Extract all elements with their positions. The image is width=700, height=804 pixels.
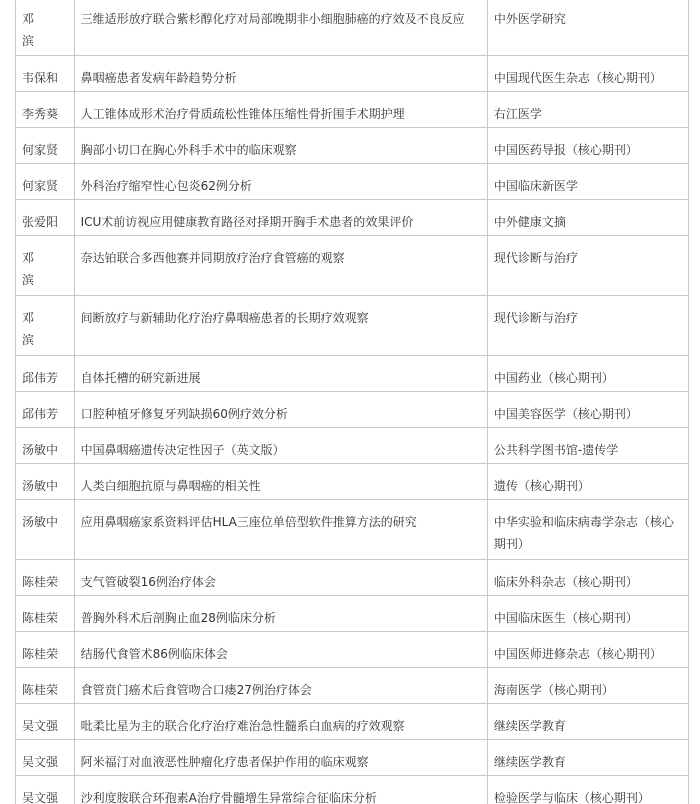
author-cell: 吴文强 <box>16 704 75 740</box>
title-cell: 人类白细胞抗原与鼻咽癌的相关性 <box>74 464 487 500</box>
author-cell: 邓 滨 <box>16 0 75 56</box>
table-row <box>16 356 689 392</box>
title-cell: 三维适形放疗联合紫杉醇化疗对局部晚期非小细胞肺癌的疗效及不良反应 <box>74 0 487 56</box>
title-cell: 人工锥体成形术治疗骨质疏松性锥体压缩性骨折围手术期护理 <box>74 92 487 128</box>
author-cell: 张爱阳 <box>16 200 75 236</box>
journal-cell: 中国现代医生杂志（核心期刊） <box>487 56 688 92</box>
journal-cell: 公共科学图书馆-遗传学 <box>487 428 688 464</box>
title-cell: 沙利度胺联合环孢素A治疗骨髓增生异常综合征临床分析 <box>74 776 487 804</box>
author-cell: 汤敏中 <box>16 464 75 500</box>
author-cell: 何家贤 <box>16 128 75 164</box>
table-row <box>16 296 689 356</box>
table-row <box>16 236 689 296</box>
journal-cell: 中国医师进修杂志（核心期刊） <box>487 632 688 668</box>
journal-cell: 遗传（核心期刊） <box>487 464 688 500</box>
title-cell: 口腔种植牙修复牙列缺损60例疗效分析 <box>74 392 487 428</box>
journal-cell: 中国临床新医学 <box>487 164 688 200</box>
table-row <box>16 428 689 464</box>
journal-cell: 继续医学教育 <box>487 704 688 740</box>
author-cell: 吴文强 <box>16 776 75 804</box>
title-cell: 间断放疗与新辅助化疗治疗鼻咽癌患者的长期疗效观察 <box>74 296 487 356</box>
title-cell: 食管贲门癌术后食管吻合口瘘27例治疗体会 <box>74 668 487 704</box>
table-row <box>16 392 689 428</box>
author-cell: 邱伟芳 <box>16 392 75 428</box>
journal-cell: 中国医药导报（核心期刊） <box>487 128 688 164</box>
title-cell: 阿米福汀对血液恶性肿瘤化疗患者保护作用的临床观察 <box>74 740 487 776</box>
journal-cell: 中外医学研究 <box>487 0 688 56</box>
journal-cell: 中外健康文摘 <box>487 200 688 236</box>
journal-cell: 现代诊断与治疗 <box>487 296 688 356</box>
journal-cell: 继续医学教育 <box>487 740 688 776</box>
publications-table-body <box>16 0 689 804</box>
publications-table <box>15 0 689 804</box>
title-cell: 鼻咽癌患者发病年龄趋势分析 <box>74 56 487 92</box>
table-row <box>16 500 689 560</box>
author-cell: 韦保和 <box>16 56 75 92</box>
table-row <box>16 560 689 596</box>
journal-cell: 中国药业（核心期刊） <box>487 356 688 392</box>
title-cell: 应用鼻咽癌家系资料评估HLA三座位单倍型软件推算方法的研究 <box>74 500 487 560</box>
author-cell: 邓 滨 <box>16 236 75 296</box>
author-cell: 汤敏中 <box>16 428 75 464</box>
table-row <box>16 704 689 740</box>
author-cell: 陈桂荣 <box>16 632 75 668</box>
table-row <box>16 128 689 164</box>
journal-cell: 中国临床医生（核心期刊） <box>487 596 688 632</box>
table-row <box>16 776 689 804</box>
title-cell: 胸部小切口在胸心外科手术中的临床观察 <box>74 128 487 164</box>
author-cell: 何家贤 <box>16 164 75 200</box>
author-cell: 李秀葵 <box>16 92 75 128</box>
table-row <box>16 740 689 776</box>
title-cell: 支气管破裂16例治疗体会 <box>74 560 487 596</box>
author-cell: 吴文强 <box>16 740 75 776</box>
title-cell: 普胸外科术后剖胸止血28例临床分析 <box>74 596 487 632</box>
title-cell: 自体托槽的研究新进展 <box>74 356 487 392</box>
author-cell: 邓 滨 <box>16 296 75 356</box>
table-row <box>16 668 689 704</box>
journal-cell: 检验医学与临床（核心期刊） <box>487 776 688 804</box>
author-cell: 陈桂荣 <box>16 596 75 632</box>
title-cell: 结肠代食管术86例临床体会 <box>74 632 487 668</box>
journal-cell: 中国美容医学（核心期刊） <box>487 392 688 428</box>
table-row <box>16 632 689 668</box>
author-cell: 陈桂荣 <box>16 560 75 596</box>
table-row <box>16 56 689 92</box>
title-cell: 吡柔比星为主的联合化疗治疗难治急性髓系白血病的疗效观察 <box>74 704 487 740</box>
author-cell: 汤敏中 <box>16 500 75 560</box>
table-row <box>16 164 689 200</box>
journal-cell: 海南医学（核心期刊） <box>487 668 688 704</box>
table-row <box>16 0 689 56</box>
table-row <box>16 464 689 500</box>
journal-cell: 临床外科杂志（核心期刊） <box>487 560 688 596</box>
author-cell: 陈桂荣 <box>16 668 75 704</box>
table-row <box>16 596 689 632</box>
title-cell: 外科治疗缩窄性心包炎62例分析 <box>74 164 487 200</box>
journal-cell: 右江医学 <box>487 92 688 128</box>
title-cell: ICU术前访视应用健康教育路径对择期开胸手术患者的效果评价 <box>74 200 487 236</box>
table-row <box>16 92 689 128</box>
title-cell: 奈达铂联合多西他赛并同期放疗治疗食管癌的观察 <box>74 236 487 296</box>
journal-cell: 中华实验和临床病毒学杂志（核心期刊） <box>487 500 688 560</box>
journal-cell: 现代诊断与治疗 <box>487 236 688 296</box>
table-row <box>16 200 689 236</box>
title-cell: 中国鼻咽癌遗传决定性因子（英文版） <box>74 428 487 464</box>
author-cell: 邱伟芳 <box>16 356 75 392</box>
